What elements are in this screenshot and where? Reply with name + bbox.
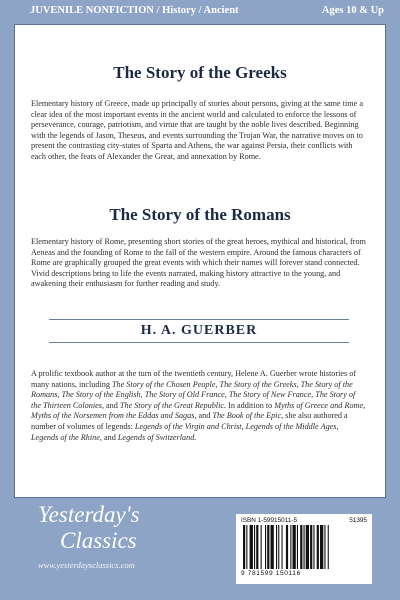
- top-category-bar: [0, 0, 400, 20]
- author-bio: A prolific textbook author at the turn of the twentieth century, Helene A. Guerber wrote histories of many nations, including The Story of the Chosen People, The Story of the Greeks, The Story of the Romans, The Story of the English, The Story of Old France, The Story of New France, The Story of the Thirteen Colonies, and The Story of the Great Republic. In addition to Myths of Greece and Rome, Myths of the Norsemen from the Eddas and Sagas, and The Book of the Epic, she also authored a number of volumes of legends: Legends of the Virgin and Christ, Legends of the Middle Ages, Legends of the Rhine, and Legends of Switzerland.: [31, 369, 366, 442]
- ean-number: 9 781599 150116: [241, 570, 301, 577]
- barcode-box: [236, 514, 372, 584]
- author-name: H. A. GUERBER: [140, 323, 258, 338]
- isbn-row: [241, 517, 367, 524]
- age-range-label: Ages 10 & Up: [321, 4, 384, 16]
- publisher-url: www.yesterdaysclassics.com: [38, 560, 135, 570]
- isbn-text: ISBN 1-59915011-5: [241, 517, 298, 524]
- romans-description: Elementary history of Rome, presenting short stories of the great heroes, mythical and historical, from Aeneas and the founding of Rome to the fall of the western empire. Around the famous characters of Rome are graphically grouped the great events with which their names will forever stand connected. Vivid descriptions bring to life the events narrated, making history attractive to the young, and awakening their enthusiasm for further reading and study.: [31, 237, 366, 289]
- publisher-logo: [38, 502, 208, 570]
- description-panel: [14, 24, 386, 498]
- category-label: JUVENILE NONFICTION / History / Ancient: [30, 4, 239, 16]
- greeks-title: The Story of the Greeks: [113, 63, 287, 82]
- barcode-icon: [241, 525, 367, 569]
- publisher-name-line2: Classics: [60, 528, 137, 553]
- romans-title: The Story of the Romans: [109, 205, 291, 224]
- author-band: [49, 319, 349, 343]
- greeks-description: Elementary history of Greece, made up principally of stories about persons, giving at the same time a clear idea of the most important events in the ancient world and calculated to enforce the lessons of perseverance, courage, patriotism, and virtue that are taught by the noble lives described. Beginning with the legends of Jason, Theseus, and events surrounding the Trojan War, the narrative moves on to present the contrasting city-states of Sparta and Athens, the war against Persia, their conflicts with each other, the feats of Alexander the Great, and annexation by Rome.: [31, 99, 363, 161]
- publisher-name-line1: Yesterday's: [38, 502, 140, 527]
- price-code: 51395: [349, 517, 367, 524]
